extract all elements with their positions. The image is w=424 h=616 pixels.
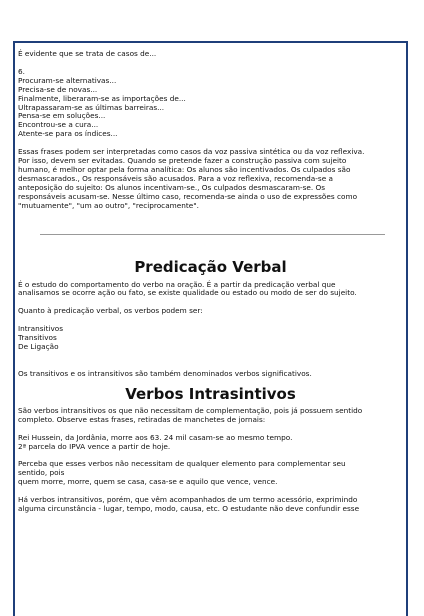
document-body <box>18 50 403 514</box>
paragraph-line: "mutuamente", "um ao outro", "reciprocamente". <box>18 200 199 210</box>
paragraph-line: Perceba que esses verbos não necessitam de qualquer elemento para complementar seu <box>18 459 346 469</box>
list-item: Procuram-se alternativas... <box>18 75 117 85</box>
intro-text: É evidente que se trata de casos de... <box>18 49 157 58</box>
paragraph-line: analisamos se ocorre ação ou fato, se existe qualidade ou estado ou modo de ser do sujeito. <box>18 288 357 298</box>
example-line: Rei Hussein, da Jordânia, morre aos 63. 24 mil casam-se ao mesmo tempo. <box>18 432 293 442</box>
definition-paragraph <box>18 281 403 299</box>
paragraph-line: Por isso, devem ser evitadas. Quando se pretende fazer a construção passiva com sujeito <box>18 156 347 166</box>
paragraph-line: alguma circunstância - lugar, tempo, modo, causa, etc. O estudante não deve confundir esse <box>18 504 360 514</box>
example-line: 2ª parcela do IPVA vence a partir de hoje. <box>18 441 171 451</box>
paragraph-line: desmascarados., Os responsáveis são acusados. Para a voz reflexiva, recomenda-se a <box>18 173 333 183</box>
list-6 <box>18 68 403 139</box>
verb-type-item: Transitivos <box>18 333 57 343</box>
paragraph-line: Essas frases podem ser interpretadas como casos da voz passiva sintética ou da voz reflexiva. <box>18 147 365 157</box>
list-item: Ultrapassaram-se as últimas barreiras... <box>18 102 165 112</box>
list-item: Atente-se para os índices... <box>18 129 118 139</box>
verb-type-item: De Ligação <box>18 342 59 352</box>
significant-verbs-note: Os transitivos e os intransitivos são também denominados verbos significativos. <box>18 368 312 378</box>
list-item: Pensa-se em soluções... <box>18 111 106 121</box>
intransitive-paragraph-2 <box>18 460 403 487</box>
paragraph-line: sentido, pois <box>18 468 65 478</box>
list-number: 6. <box>18 66 25 76</box>
quanto-text: Quanto à predicação verbal, os verbos podem ser: <box>18 306 203 316</box>
paragraph-line: quem morre, morre, quem se casa, casa-se e aquilo que vence, vence. <box>18 477 278 487</box>
list-item: Encontrou-se a cura... <box>18 120 99 130</box>
paragraph-line: completo. Observe estas frases, retiradas de manchetes de jornais: <box>18 414 266 424</box>
verb-type-item: Intransitivos <box>18 324 64 334</box>
intransitive-paragraph-3 <box>18 496 403 514</box>
intransitive-paragraph-1 <box>18 407 403 425</box>
paragraph-line: São verbos intransitivos os que não necessitam de complementação, pois já possuem sentido <box>18 405 363 415</box>
paragraph-line: responsáveis acusam-se. Nesse último caso, recomenda-se ainda o uso de expressões como <box>18 191 358 201</box>
paragraph-line: anteposição do sujeito: Os alunos incentivam-se., Os culpados desmascaram-se. Os <box>18 182 326 192</box>
headline-examples <box>18 434 403 452</box>
paragraph-line: humano, é melhor optar pela forma analítica: Os alunos são incentivados. Os culpados são <box>18 164 351 174</box>
passive-voice-paragraph <box>18 148 403 210</box>
section-title-intransitivos: Verbos Intrasintivos <box>125 384 296 403</box>
list-item: Precisa-se de novas... <box>18 84 98 94</box>
section-title-predicacao: Predicação Verbal <box>134 257 287 276</box>
paragraph-line: Há verbos intransitivos, porém, que vêm acompanhados de um termo acessório, exprimindo <box>18 495 358 505</box>
paragraph-line: É o estudo do comportamento do verbo na oração. É a partir da predicação verbal que <box>18 279 336 289</box>
list-item: Finalmente, liberaram-se as importações de... <box>18 93 186 103</box>
verb-types-list <box>18 325 403 352</box>
